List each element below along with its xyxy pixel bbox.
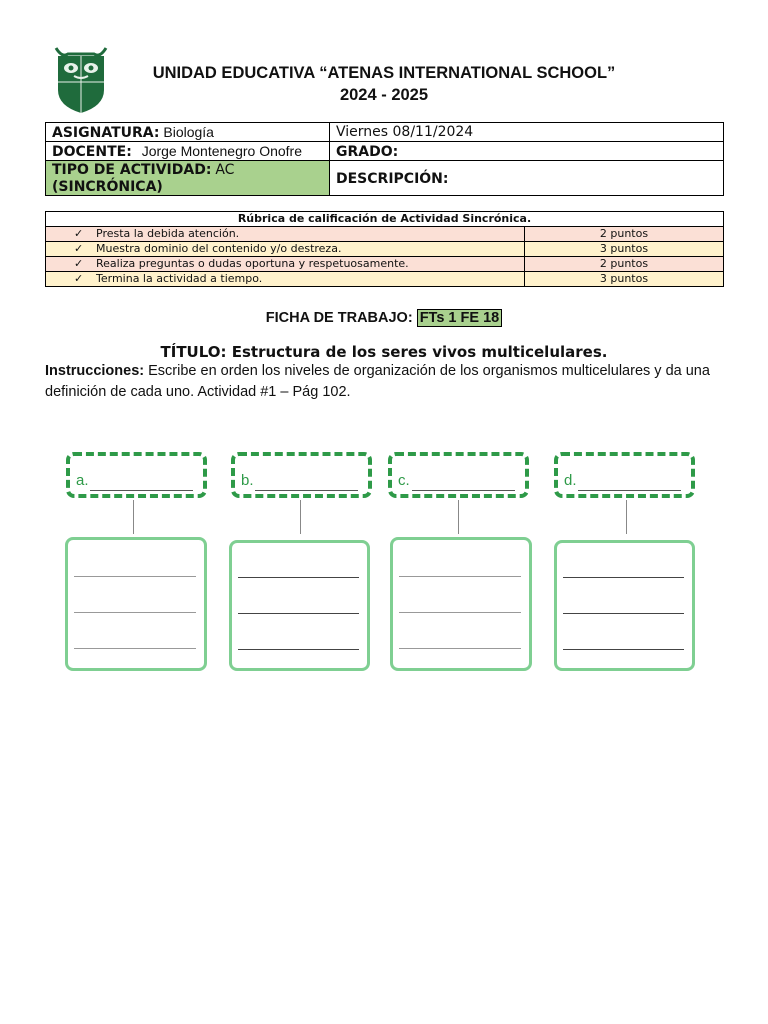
instructions: [45, 361, 725, 403]
rubric-row: [46, 257, 724, 272]
answer-line: [74, 576, 196, 577]
answer-line: [399, 612, 521, 613]
check-icon: ✓: [74, 227, 84, 240]
answer-line: [563, 577, 684, 578]
definition-box-d[interactable]: [554, 540, 695, 671]
definition-box-a[interactable]: [65, 537, 207, 671]
definition-box-c[interactable]: [390, 537, 532, 671]
rubric-table: [45, 211, 724, 287]
tipo-label: TIPO DE ACTIVIDAD:: [52, 162, 212, 178]
answer-line: [74, 612, 196, 613]
rubric-row: [46, 227, 724, 242]
answer-line: [399, 576, 521, 577]
level-box-c[interactable]: [388, 452, 529, 498]
docente-cell: [46, 142, 330, 161]
answer-line: [563, 613, 684, 614]
answer-line: [238, 649, 359, 650]
rubric-row: [46, 242, 724, 257]
level-box-b[interactable]: [231, 452, 372, 498]
connector-line: [458, 500, 459, 534]
tipo-cell: [46, 161, 330, 196]
grado-cell: [330, 142, 724, 161]
rubric-criterion: Realiza preguntas o dudas oportuna y respetuosamente.: [96, 257, 409, 270]
instructions-text: Escribe en orden los niveles de organización de los organismos multicelulares y da una definición de cada uno. Actividad #1 – Pág 102.: [45, 363, 710, 400]
rubric-points: 3 puntos: [525, 272, 724, 287]
answer-line: [412, 490, 515, 491]
descripcion-cell: [330, 161, 724, 196]
worksheet-title: TÍTULO: Estructura de los seres vivos multicelulares.: [160, 343, 608, 361]
connector-line: [300, 500, 301, 534]
info-table: [45, 122, 724, 196]
level-box-d[interactable]: [554, 452, 695, 498]
rubric-criterion: Termina la actividad a tiempo.: [96, 272, 263, 285]
answer-line: [74, 648, 196, 649]
rubric-row: [46, 272, 724, 287]
check-icon: ✓: [74, 257, 84, 270]
ficha-label: FICHA DE TRABAJO:: [265, 310, 413, 326]
tipo-value-2: (SINCRÓNICA): [52, 179, 163, 195]
descripcion-label: DESCRIPCIÓN:: [336, 170, 449, 187]
box-letter: c.: [398, 472, 410, 489]
school-name: UNIDAD EDUCATIVA “ATENAS INTERNATIONAL SCHOOL”: [152, 64, 616, 82]
rubric-criterion: Muestra dominio del contenido y/o destreza.: [96, 242, 342, 255]
definition-box-b[interactable]: [229, 540, 370, 671]
rubric-points: 3 puntos: [525, 242, 724, 257]
answer-line: [399, 648, 521, 649]
check-icon: ✓: [74, 272, 84, 285]
answer-line: [238, 613, 359, 614]
answer-line: [90, 490, 193, 491]
rubric-points: 2 puntos: [525, 257, 724, 272]
school-year: 2024 - 2025: [339, 86, 429, 104]
grado-label: GRADO:: [336, 143, 399, 160]
fecha-cell: Viernes 08/11/2024: [330, 123, 724, 142]
connector-line: [133, 500, 134, 534]
asignatura-cell: [46, 123, 330, 142]
rubric-title: Rúbrica de calificación de Actividad Sincrónica.: [46, 212, 724, 227]
asignatura-label: ASIGNATURA:: [52, 124, 160, 141]
rubric-criterion: Presta la debida atención.: [96, 227, 240, 240]
answer-line: [238, 577, 359, 578]
tipo-value: AC: [215, 162, 235, 178]
rubric-points: 2 puntos: [525, 227, 724, 242]
asignatura-value: Biología: [163, 123, 214, 140]
ficha-code: FTs 1 FE 18: [417, 309, 503, 327]
instructions-label: Instrucciones:: [45, 363, 145, 379]
box-letter: d.: [564, 472, 577, 489]
box-letter: b.: [241, 472, 254, 489]
docente-label: DOCENTE:: [52, 143, 132, 160]
level-box-a[interactable]: [66, 452, 207, 498]
answer-line: [255, 490, 358, 491]
answer-line: [578, 490, 681, 491]
answer-line: [563, 649, 684, 650]
box-letter: a.: [76, 472, 89, 489]
check-icon: ✓: [74, 242, 84, 255]
ficha-heading: [0, 310, 768, 326]
docente-value: Jorge Montenegro Onofre: [141, 142, 303, 159]
connector-line: [626, 500, 627, 534]
